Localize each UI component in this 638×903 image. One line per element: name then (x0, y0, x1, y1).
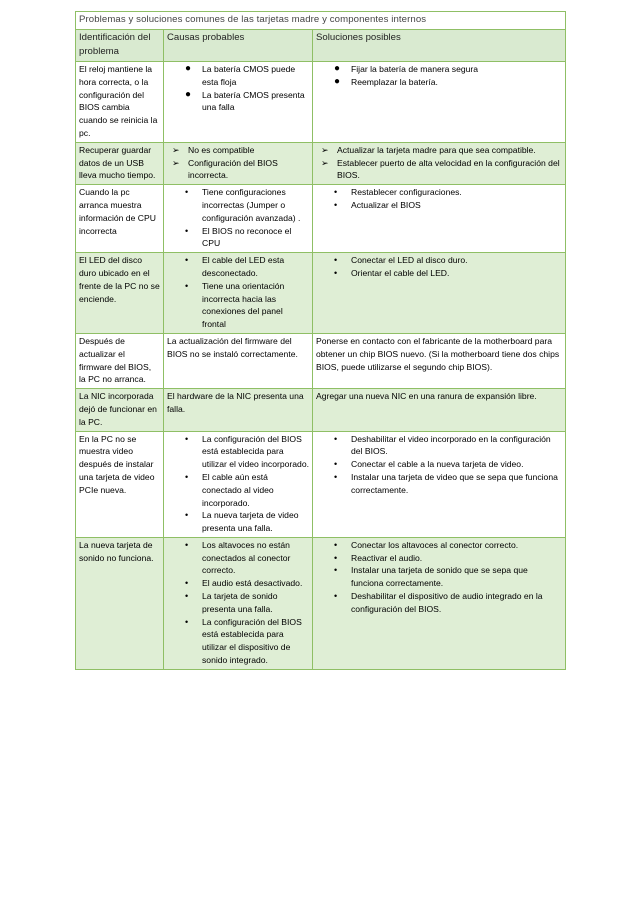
list-item-text: Establecer puerto de alta velocidad en la configuración del BIOS. (337, 157, 560, 181)
bullet-icon: ● (334, 63, 341, 74)
list-item (316, 144, 562, 157)
list-item (167, 225, 309, 251)
bullet-icon: • (185, 280, 189, 291)
bullet-icon: • (334, 199, 338, 210)
bullet-icon: • (334, 591, 338, 602)
list-item-text: Conectar el cable a la nueva tarjeta de video. (351, 459, 524, 470)
problem-cell: En la PC no se muestra video después de instalar una tarjeta de video PCIe nueva. (76, 431, 164, 537)
list-item (167, 280, 309, 331)
bullet-icon: • (185, 616, 189, 627)
causes-cell: La actualización del firmware del BIOS no se instaló correctamente. (164, 333, 313, 388)
list-item (316, 539, 562, 552)
list-item-text: Los altavoces no están conectados al conector correcto. (202, 539, 291, 576)
problems-table (75, 11, 566, 670)
solutions-cell (313, 185, 566, 253)
table-row (76, 142, 566, 184)
list-item-text: Reemplazar la batería. (351, 76, 438, 87)
list-item-text: Configuración del BIOS incorrecta. (188, 157, 278, 181)
problem-cell: La NIC incorporada dejó de funcionar en la PC. (76, 389, 164, 431)
problem-cell: El reloj mantiene la hora correcta, o la configuración del BIOS cambia cuando se reinicia la pc. (76, 62, 164, 143)
causes-list (167, 433, 309, 535)
problem-cell: Después de actualizar el firmware del BIOS, la PC no arranca. (76, 333, 164, 388)
bullet-icon: • (185, 255, 189, 266)
bullet-icon: • (185, 591, 189, 602)
bullet-icon: • (185, 539, 189, 550)
table-row (76, 333, 566, 388)
list-item-text: Conectar los altavoces al conector correcto. (351, 539, 519, 550)
list-item-text: El cable aún está conectado al video incorporado. (202, 471, 274, 508)
list-item-text: La configuración del BIOS está establecida para utilizar el dispositivo de sonido integrado. (202, 616, 302, 666)
problem-cell: Recuperar guardar datos de un USB lleva mucho tiempo. (76, 142, 164, 184)
solutions-list (316, 254, 562, 280)
bullet-icon: ● (334, 75, 341, 87)
table-row (76, 185, 566, 253)
list-item (316, 76, 562, 89)
list-item (167, 254, 309, 280)
table-title: Problemas y soluciones comunes de las tarjetas madre y componentes internos (76, 12, 566, 30)
causes-list (167, 186, 309, 250)
list-item-text: Actualizar la tarjeta madre para que sea compatible. (337, 144, 536, 155)
bullet-icon: • (334, 565, 338, 576)
list-item (316, 458, 562, 471)
causes-cell (164, 185, 313, 253)
header-solutions: Soluciones posibles (313, 30, 566, 62)
bullet-icon: • (334, 187, 338, 198)
bullet-icon: • (334, 255, 338, 266)
bullet-icon: • (185, 225, 189, 236)
list-item-text: La batería CMOS puede esta floja (202, 64, 296, 87)
bullet-icon: • (334, 433, 338, 444)
solutions-cell (313, 537, 566, 669)
solutions-cell (313, 142, 566, 184)
list-item-text: Tiene una orientación incorrecta hacia las conexiones del panel frontal (202, 280, 285, 330)
bullet-icon: • (185, 471, 189, 482)
list-item (167, 539, 309, 577)
causes-cell (164, 537, 313, 669)
solutions-list (316, 539, 562, 616)
table-header-row (76, 30, 566, 62)
causes-cell: El hardware de la NIC presenta una falla. (164, 389, 313, 431)
bullet-icon: • (334, 539, 338, 550)
bullet-icon: • (334, 459, 338, 470)
list-item-text: La batería CMOS presenta una falla (202, 89, 305, 113)
list-item (316, 63, 562, 76)
bullet-icon: • (334, 552, 338, 563)
list-item (167, 509, 309, 535)
list-item-text: Restablecer configuraciones. (351, 187, 462, 198)
solutions-list (316, 433, 562, 497)
solutions-list (316, 144, 562, 182)
bullet-icon: • (334, 471, 338, 482)
causes-list (167, 63, 309, 114)
list-item-text: Instalar una tarjeta de sonido que se sepa que funciona correctamente. (351, 565, 528, 589)
problem-cell: El LED del disco duro ubicado en el frente de la PC no se enciende. (76, 253, 164, 334)
table-row (76, 431, 566, 537)
arrow-bullet-icon: ➢ (321, 144, 329, 155)
table-row (76, 537, 566, 669)
solutions-cell: Ponerse en contacto con el fabricante de la motherboard para obtener un chip BIOS nuevo. (Si la motherboard tiene dos chips BIOS, puede utilizarse el segundo chip BIOS). (313, 333, 566, 388)
list-item (167, 89, 309, 115)
list-item-text: Fijar la batería de manera segura (351, 64, 479, 74)
list-item (167, 144, 309, 157)
causes-list (167, 254, 309, 331)
solutions-cell (313, 431, 566, 537)
list-item (316, 564, 562, 590)
problem-cell: Cuando la pc arranca muestra información de CPU incorrecta (76, 185, 164, 253)
causes-cell (164, 142, 313, 184)
table-row (76, 389, 566, 431)
list-item-text: El audio está desactivado. (202, 578, 303, 589)
list-item-text: El BIOS no reconoce el CPU (202, 225, 292, 249)
bullet-icon: • (185, 510, 189, 521)
bullet-icon: ● (185, 63, 192, 74)
list-item-text: Actualizar el BIOS (351, 199, 421, 210)
solutions-cell (313, 253, 566, 334)
solutions-cell: Agregar una nueva NIC en una ranura de expansión libre. (313, 389, 566, 431)
list-item (316, 552, 562, 565)
table-row (76, 62, 566, 143)
list-item (316, 267, 562, 280)
list-item-text: Orientar el cable del LED. (351, 267, 450, 278)
bullet-icon: • (185, 433, 189, 444)
list-item-text: Instalar una tarjeta de video que se sepa que funciona correctamente. (351, 471, 558, 495)
problem-cell: La nueva tarjeta de sonido no funciona. (76, 537, 164, 669)
list-item (167, 616, 309, 667)
list-item-text: La configuración del BIOS está establecida para utilizar el video incorporado. (202, 433, 310, 470)
list-item-text: El cable del LED esta desconectado. (202, 255, 285, 278)
list-item (167, 577, 309, 590)
table-title-row (76, 12, 566, 30)
list-item-text: La tarjeta de sonido presenta una falla. (202, 591, 278, 614)
solutions-cell (313, 62, 566, 143)
list-item (167, 63, 309, 89)
list-item (167, 590, 309, 616)
arrow-bullet-icon: ➢ (321, 157, 329, 168)
solutions-list (316, 186, 562, 212)
arrow-bullet-icon: ➢ (172, 157, 180, 168)
list-item-text: Tiene configuraciones incorrectas (Jumper o configuración avanzada) . (202, 187, 301, 223)
list-item-text: Conectar el LED al disco duro. (351, 255, 468, 266)
list-item-text: Reactivar el audio. (351, 552, 423, 563)
causes-list (167, 144, 309, 182)
causes-cell (164, 62, 313, 143)
causes-cell (164, 253, 313, 334)
causes-list (167, 539, 309, 667)
list-item (316, 433, 562, 459)
list-item (167, 433, 309, 471)
header-causes: Causas probables (164, 30, 313, 62)
bullet-icon: • (185, 187, 189, 198)
list-item-text: No es compatible (188, 144, 255, 155)
list-item (167, 157, 309, 183)
arrow-bullet-icon: ➢ (172, 144, 180, 155)
table-row (76, 253, 566, 334)
list-item (316, 199, 562, 212)
list-item (167, 186, 309, 224)
causes-cell (164, 431, 313, 537)
list-item (316, 157, 562, 183)
list-item (316, 186, 562, 199)
list-item-text: La nueva tarjeta de video presenta una falla. (202, 510, 299, 534)
header-problem: Identificación del problema (76, 30, 164, 62)
list-item-text: Deshabilitar el dispositivo de audio integrado en la configuración del BIOS. (351, 591, 543, 614)
bullet-icon: • (185, 578, 189, 589)
table-body (76, 12, 566, 670)
list-item (167, 471, 309, 509)
bullet-icon: ● (185, 88, 192, 100)
solutions-list (316, 63, 562, 89)
list-item (316, 590, 562, 616)
list-item (316, 471, 562, 497)
list-item-text: Deshabilitar el video incorporado en la configuración del BIOS. (351, 433, 551, 457)
bullet-icon: • (334, 267, 338, 278)
list-item (316, 254, 562, 267)
